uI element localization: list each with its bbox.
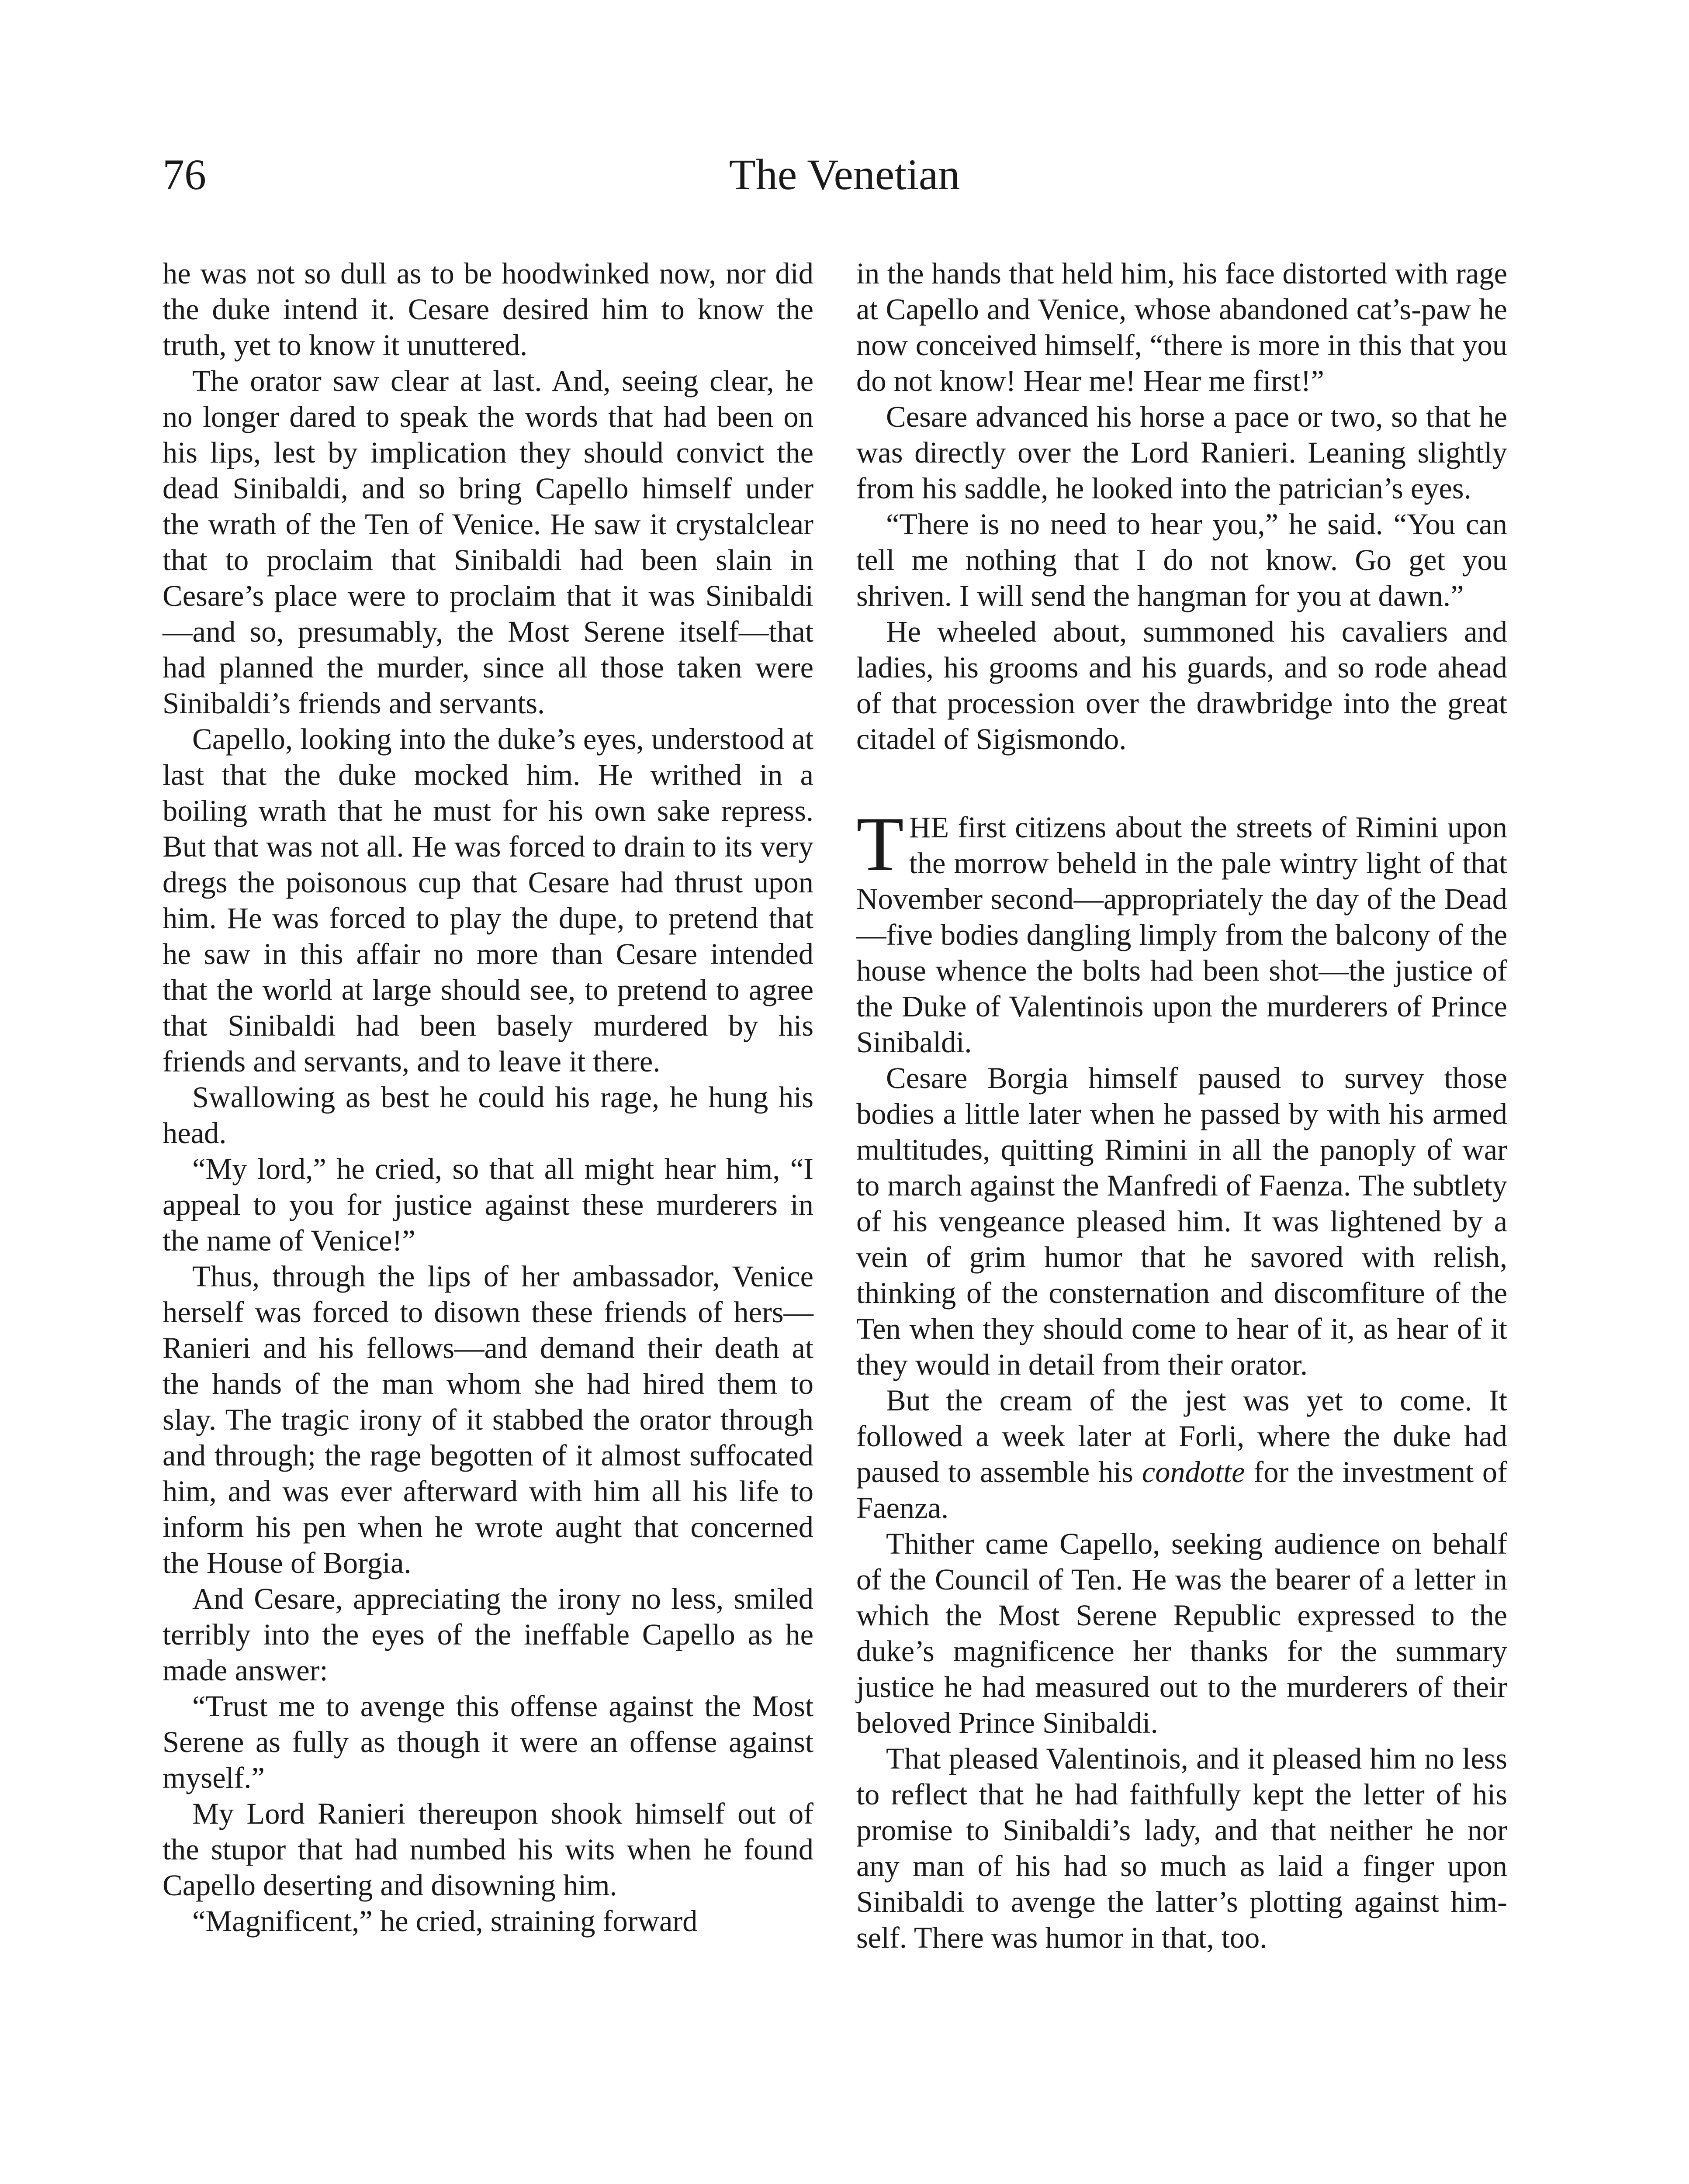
paragraph: Swallowing as best he could his rage, he hung his head. [163,1081,813,1150]
paragraph [856,1382,1507,1526]
paragraph: Cesare advanced his horse a pace or two, so that he was directly over the Lord Ranieri. Leaning slightly from his saddle, he looked into the patrician’s eyes. [856,400,1507,505]
paragraph-text: for the investment of Faenza. [856,1455,1507,1524]
paragraph: “Trust me to avenge this offense against the Most Serene as fully as though it were an offense against myself.” [163,1690,813,1794]
paragraph: Thither came Capello, seeking audience on behalf of the Council of Ten. He was the bearer of a letter in which the Most Serene Republic expressed to the duke’s magnificence her thanks for the summary justice he had measured out to the murderers of their beloved Prince Sinibaldi. [856,1527,1507,1739]
paragraph: And Cesare, appreciating the irony no less, smiled terribly into the eyes of the ineffable Capello as he made answer: [163,1582,813,1687]
paragraph: My Lord Ranieri thereupon shook himself out of the stupor that had numbed his wits when he found Capello deserting and disowning him. [163,1797,813,1902]
left-column [163,256,813,1939]
paragraph-text: HE first citizens about the streets of Rimini upon the morrow beheld in the pale wintry light of that November second—appropriately the day of the Dead—five bodies dangling limply from the balcony of the house whence the bolts had been shot—the justice of the Duke of Valentinois upon the murderers of Prince Sinibaldi. [856,811,1507,1059]
paragraph: “My lord,” he cried, so that all might hear him, “I appeal to you for justice against these murderers in the name of Venice!” [163,1152,813,1257]
paragraph: he was not so dull as to be hoodwinked now, nor did the duke intend it. Cesare desired him to know the truth, yet to know it unuttered. [163,257,813,362]
paragraph: That pleased Valentinois, and it pleased him no less to reflect that he had faithfully kept the letter of his promise to Sinibaldi’s lady, and that neither he nor any man of his had so much as laid a finger upon Sinibaldi to avenge the latter’s plotting against himself. There was humor in that, too. [856,1742,1507,1954]
drop-cap: T [856,801,904,887]
running-title: The Venetian [729,150,960,199]
page-number: 76 [163,150,206,199]
paragraph: The orator saw clear at last. And, seeing clear, he no longer dared to speak the words that had been on his lips, lest by implication they should convict the dead Sinibaldi, and so bring Capello himself under the wrath of the Ten of Venice. He saw it crystalclear that to proclaim that Sinibaldi had been slain in Cesare’s place were to proclaim that it was Sinibaldi—and so, presumably, the Most Serene itself—that had planned the murder, since all those taken were Sinibaldi’s friends and servants. [163,364,813,720]
paragraph: Thus, through the lips of her ambassador, Venice herself was forced to disown these friends of hers—Ranieri and his fellows—and demand their death at the hands of the man whom she had hired them to slay. The tragic irony of it stabbed the orator through and through; the rage begotten of it almost suffocated him, and was ever afterward with him all his life to inform his pen when he wrote aught that concerned the House of Borgia. [163,1260,813,1579]
right-column [856,256,1507,1956]
paragraph: Capello, looking into the duke’s eyes, understood at last that the duke mocked him. He writhed in a boiling wrath that he must for his own sake repress. But that was not all. He was forced to drain to its very dregs the poisonous cup that Cesare had thrust upon him. He was forced to play the dupe, to pretend that he saw in this affair no more than Cesare intended that the world at large should see, to pretend to agree that Sinibaldi had been basely murdered by his friends and servants, and to leave it there. [163,722,813,1078]
paragraph: “There is no need to hear you,” he said. “You can tell me nothing that I do not know. Go get you shriven. I will send the hangman for you at dawn.” [856,508,1507,612]
paragraph: in the hands that held him, his face distorted with rage at Capello and Venice, whose abandoned cat’s-paw he now conceived himself, “there is more in this that you do not know! Hear me! Hear me first!” [856,257,1507,397]
paragraph-text: But the cream of the jest was yet to come. It followed a week later at Forli, where the duke had paused to assemble his [856,1384,1507,1489]
paragraph: Cesare Borgia himself paused to survey those bodies a little later when he passed by with his armed multitudes, quitting Rimini in all the panoply of war to march against the Manfredi of Faenza. The subtlety of his vengeance pleased him. It was lightened by a vein of grim humor that he savored with relish, thinking of the consternation and discomfiture of the Ten when they should come to hear of it, as hear of it they would in detail from their orator. [856,1061,1507,1381]
section-opening-paragraph [856,801,1507,1060]
page-header [0,150,1689,223]
paragraph: He wheeled about, summoned his cavaliers and ladies, his grooms and his guards, and so rode ahead of that procession over the drawbridge into the great citadel of Sigismondo. [856,615,1507,756]
paragraph: “Magnificent,” he cried, straining forward [192,1904,698,1938]
italic-term: condotte [1142,1455,1245,1489]
